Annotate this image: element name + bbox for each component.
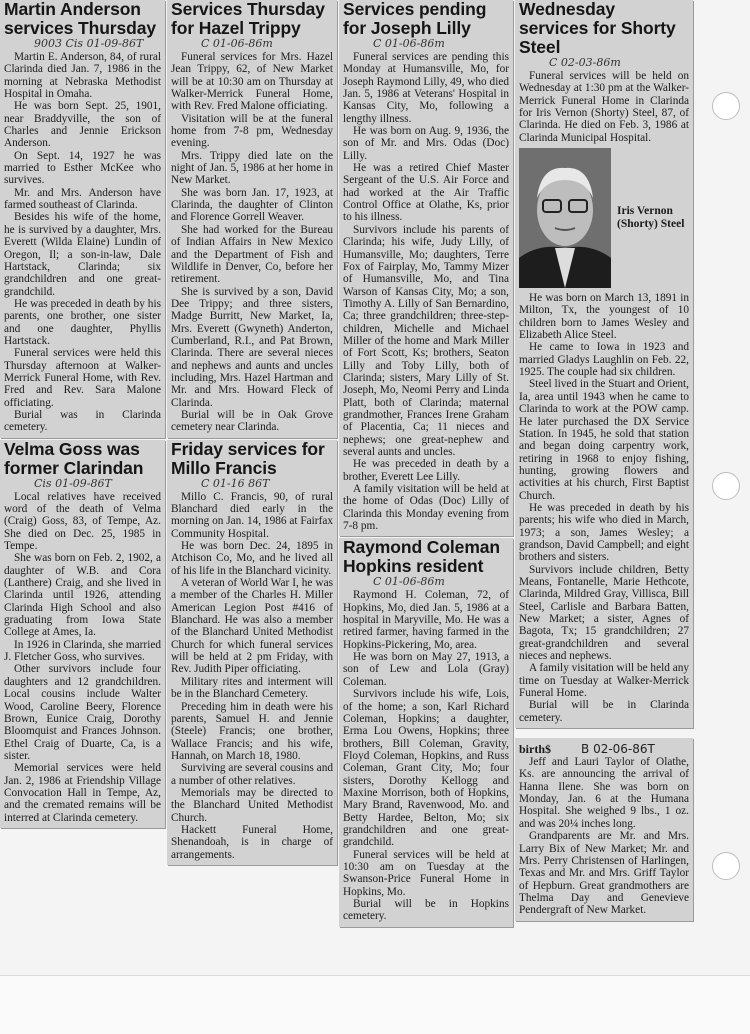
column-3 — [339, 0, 513, 927]
paragraph: She was born on Feb. 2, 1902, a daughter of W.B. and Cora (Lanthere) Craig, and she lived in Clarinda until 1926, attending Clarinda High School and also graduating from Iowa State College at Ames, Ia. — [4, 552, 161, 639]
clipping-shorty-steel — [515, 0, 693, 728]
paragraph: Funeral services for Mrs. Hazel Jean Trippy, 62, of New Market will be at 10:30 am on Thursday at Walker-Merrick Funeral Home, with Rev. Fred Malone officiating. — [171, 51, 333, 113]
column-2 — [167, 0, 337, 865]
portrait-photo — [519, 148, 611, 288]
article-body — [519, 756, 689, 916]
binder-hole-middle — [712, 472, 740, 500]
paragraph: Military rites and interment will be in the Blanchard Cemetery. — [171, 675, 333, 701]
headline: Raymond Coleman Hopkins resident — [343, 537, 500, 577]
paragraph: Funeral services will be held on Wednesday at 1:30 pm at the Walker-Merrick Funeral Home in Clarinda for Iris Vernon (Shorty) Steel, 87, of Clarinda. He died on Feb. 3, 1986 at Clarinda Municipal Hospital. — [519, 70, 689, 144]
paragraph: He was preceded in death by his parents; his wife who died in March, 1973; a son, James Wesley; a grandson, David Campbell; and eight brothers and sisters. — [519, 501, 689, 564]
headline: Services pending for Joseph Lilly — [343, 0, 487, 38]
paragraph: Memorial services were held Jan. 2, 1986 at Friendship Village Convocation Hall in Tempe, Az, and the cremated remains will be interred at Clarinda cemetery. — [4, 762, 161, 824]
paragraph: Burial will be in Hopkins cemetery. — [343, 898, 509, 923]
page-bottom-margin — [0, 975, 750, 1034]
clipping-raymond-coleman — [339, 538, 513, 926]
paragraph: He was a retired Chief Master Sergeant of the U.S. Air Force and had worked at the Air Traffic Control Office at Olathe, Ks, prior to his illness. — [343, 162, 509, 224]
paragraph: Survivors include his parents of Clarinda; his wife, Judy Lilly, of Humansville, Mo; daughters, Terre Fox of Fairplay, Mo, Tammy Mizer of Humansville, Mo, and Tina Warson of Kansas City, Mo; a son, Timothy A. Lilly of San Bernardino, Ca; three grandchildren; three-step-children, Michelle and Michael Miller of the home and Mark Miller of Fort Scott, Ks; brothers, Seaton Lilly and Toby Lilly, both of Clarinda; sisters, Mary Lilly of St. Joseph, Mo, Neomi Perry and Linda Platt, both of Clarinda; maternal grandmother, Frances Irene Graham of Placentia, Ca; 11 nieces and nephews; one great-nephew and several aunts and uncles. — [343, 223, 509, 458]
photo-caption: Iris Vernon (Shorty) Steel — [617, 205, 685, 231]
clipping-millo-francis — [167, 440, 337, 865]
paragraph: She is survived by a son, David Dee Trippy; and three sisters, Madge Burritt, New Market, Ia, Mrs. Everett (Gwyneth) Anderton, Cumberland, R.I., and Pat Brown, Clarinda. There are several nieces and nephews and aunts and uncles including, Mrs. Hazel Hartman and Mr. and Mrs. Howard Fleck of Clarinda. — [171, 285, 333, 409]
paragraph: He was born on March 13, 1891 in Milton, Tx, the youngest of 10 children born to James Wesley and Elizabeth Alice Steel. — [519, 292, 689, 342]
paragraph: Burial will be in Oak Grove cemetery near Clarinda. — [171, 408, 333, 434]
handwritten-date-note: B 02-06-86T — [581, 742, 655, 757]
paragraph: Besides his wife of the home, he is survived by a daughter, Mrs. Everett (Wilda Elaine) Lundin of Oregon, Il; a son-in-law, Dale Hartstack, Clarinda; six grandchildren and one great-grandchild. — [4, 211, 161, 298]
handwritten-date-note: C 01-06-86m — [201, 37, 273, 50]
column-4 — [515, 0, 693, 921]
clipping-hazel-trippy — [167, 0, 337, 438]
headline: Friday services for Millo Francis — [171, 438, 325, 478]
paragraph: Grandparents are Mr. and Mrs. Larry Bix of New Market; Mr. and Mrs. Perry Christensen of Harlingen, Texas and Mr. and Mrs. Griff Taylor of Hepburn. Great grandmothers are Thelma Day and Genevieve Pendergraft of New Market. — [519, 830, 689, 917]
photo-row — [519, 148, 689, 288]
article-body — [519, 292, 689, 724]
headline: Velma Goss was former Clarindan — [4, 438, 144, 478]
paragraph: Jeff and Lauri Taylor of Olathe, Ks. are announcing the arrival of Hanna Ilene. She was born on Monday, Jan. 6 at the Humana Hospital. She weighed 9 lbs., 1 oz. and was 20¼ inches long. — [519, 756, 689, 830]
paragraph: A family visitation will be held at the home of Odas (Doc) Lilly of Clarinda this Monday evening from 7-8 pm. — [343, 483, 509, 533]
paragraph: On Sept. 14, 1927 he was married to Esther McKee who survives. — [4, 149, 161, 187]
binder-hole-bottom — [712, 852, 740, 880]
paragraph: He was born Sept. 25, 1901, near Braddyville, the son of Charles and Jennie Erickson Anderson. — [4, 100, 161, 150]
paragraph: Hackett Funeral Home, Shenandoah, is in charge of arrangements. — [171, 823, 333, 861]
paragraph: Survivors include children, Betty Means, Fontanelle, Marie Hethcote, Clarinda, Mildred Gray, Villisca, Bill Steel, Carlisle and Barbara Batten, New Market; a sister, Agnes of Bagota, Tx; 15 grandchildren; 27 great-grandchildren and several nieces and nephews. — [519, 563, 689, 663]
paragraph: Mr. and Mrs. Anderson have farmed southeast of Clarinda. — [4, 186, 161, 212]
section-heading: birth$ — [519, 742, 552, 757]
paragraph: He was preceded in death by a brother, Everett Lee Lilly. — [343, 458, 509, 483]
paragraph: He was born Dec. 24, 1895 in Atchison Co, Mo, and he lived all of his life in the Blanchard vicinity. — [171, 540, 333, 577]
births-header — [519, 738, 689, 756]
headline: Services Thursday for Hazel Trippy — [171, 0, 325, 38]
clipping-births — [515, 738, 693, 920]
paragraph: Local relatives have received word of the death of Velma (Craig) Goss, 83, of Tempe, Az. She died on Dec. 25, 1985 in Tempe. — [4, 490, 161, 553]
paragraph: Burial was in Clarinda cemetery. — [4, 408, 161, 434]
paragraph: He was preceded in death by his parents, one brother, one sister and one daughter, Phyllis Hartstack. — [4, 297, 161, 347]
clipping-joseph-lilly — [339, 0, 513, 536]
binder-hole-top — [712, 92, 740, 120]
paragraph: He was born on May 27, 1913, a son of Lew and Lola (Gray) Coleman. — [343, 651, 509, 688]
handwritten-date-note: C 02-03-86m — [549, 56, 621, 69]
paragraph: She had worked for the Bureau of Indian Affairs in New Mexico and the Department of Fish and Wildlife in Denver, Co, before her retirement. — [171, 223, 333, 286]
paragraph: Funeral services will be held at 10:30 am on Tuesday at the Swanson-Price Funeral Home in Hopkins, Mo. — [343, 848, 509, 898]
handwritten-date-note: 9003 Cis 01-09-86T — [34, 37, 144, 50]
paragraph: Preceding him in death were his parents, Samuel H. and Jennie (Steele) Francis; one brother, Wallace Francis; and his wife, Hannah, on March 18, 1980. — [171, 700, 333, 762]
paragraph: Steel lived in the Stuart and Orient, Ia, area until 1943 when he came to Clarinda to work at the POW camp. He later purchased the DX Service Station. In 1945, he sold that station and began doing carpentry work, retiring in 1968 to enjoy fishing, hunting, growing flowers and activities at his church, First Baptist Church. — [519, 378, 689, 502]
clipping-velma-goss — [0, 440, 165, 828]
headline: Martin Anderson services Thursday — [4, 0, 156, 38]
paragraph: He was born on Aug. 9, 1936, the son of Mr. and Mrs. Odas (Doc) Lilly. — [343, 125, 509, 162]
paragraph: Memorials may be directed to the Blanchard United Methodist Church. — [171, 786, 333, 824]
handwritten-date-note: C 01-06-86m — [373, 37, 445, 50]
paragraph: Mrs. Trippy died late on the night of Jan. 5, 1986 at her home in New Market. — [171, 149, 333, 187]
handwritten-date-note: C 01-06-86m — [373, 575, 445, 589]
paragraph: In 1926 in Clarinda, she married J. Fletcher Goss, who survives. — [4, 638, 161, 664]
paragraph: Visitation will be at the funeral home from 7-8 pm, Wednesday evening. — [171, 112, 333, 150]
paragraph: He came to Iowa in 1923 and married Gladys Laughlin on Feb. 22, 1925. The couple had six children. — [519, 341, 689, 379]
paragraph: Raymond H. Coleman, 72, of Hopkins, Mo, died Jan. 5, 1986 at a hospital in Maryville, Mo. He was a retired farmer, having farmed in the Hopkins-Pickering, Mo, area. — [343, 589, 509, 651]
paragraph: A family visitation will be held any time on Tuesday at Walker-Merrick Funeral Home. — [519, 662, 690, 700]
paragraph: Martin E. Anderson, 84, of rural Clarinda died Jan. 7, 1986 in the morning at Nebraska Methodist Hospital in Omaha. — [4, 51, 161, 101]
clipping-martin-anderson — [0, 0, 165, 438]
paragraph: Millo C. Francis, 90, of rural Blanchard died early in the morning on Jan. 14, 1986 at Fairfax Community Hospital. — [171, 490, 333, 540]
paragraph: Burial will be in Clarinda cemetery. — [519, 699, 689, 724]
paragraph: Funeral services were held this Thursday afternoon at Walker-Merrick Funeral Home, with Rev. Fred and Rev. Sara Malone officiating. — [4, 347, 161, 409]
column-1 — [0, 0, 165, 828]
paragraph: A veteran of World War I, he was a member of the Charles H. Miller American Legion Post #416 of Blanchard. He was also a member of the Blanchard United Methodist Church for which funeral services will be held at 2 pm Friday, with Rev. Judith Piper officiating. — [171, 577, 333, 676]
paragraph: Funeral services are pending this Monday at Humansville, Mo, for Joseph Raymond Lilly, 49, who died Jan. 5, 1986 at Veterans' Hospital in Kansas City, Mo, following a lengthy illness. — [343, 51, 509, 125]
handwritten-date-note: Cis 01-09-86T — [34, 476, 112, 490]
headline: Wednesday services for Shorty Steel — [519, 0, 676, 57]
handwritten-date-note: C 01-16 86T — [201, 476, 270, 490]
paragraph: She was born Jan. 17, 1923, at Clarinda, the daughter of Clinton and Florence Gorrell Weaver. — [171, 186, 333, 224]
paragraph: Survivors include his wife, Lois, of the home; a son, Karl Richard Coleman, Hopkins; a daughter, Erma Lou Owens, Hopkins; three brothers, Bill Coleman, Gravity, Floyd Coleman, Hopkins, and Russ Coleman, Grant City, Mo; four sisters, Dorothy Kellogg and Maxine Morrison, both of Hopkins, Mary Brand, Ravenwood, Mo. and Betty Hardee, Belton, Mo; six grandchildren and one great-grandchild. — [343, 688, 509, 849]
paragraph: Surviving are several cousins and a number of other relatives. — [171, 762, 333, 787]
paragraph: Other survivors include four daughters and 12 grandchildren. Local cousins include Walter Wood, Caroline Beery, Florence Brown, Eunice Craig, Dorothy Bloomquist and Frances Johnson. Ethel Craig of Duarte, Ca, is a sister. — [4, 663, 161, 762]
